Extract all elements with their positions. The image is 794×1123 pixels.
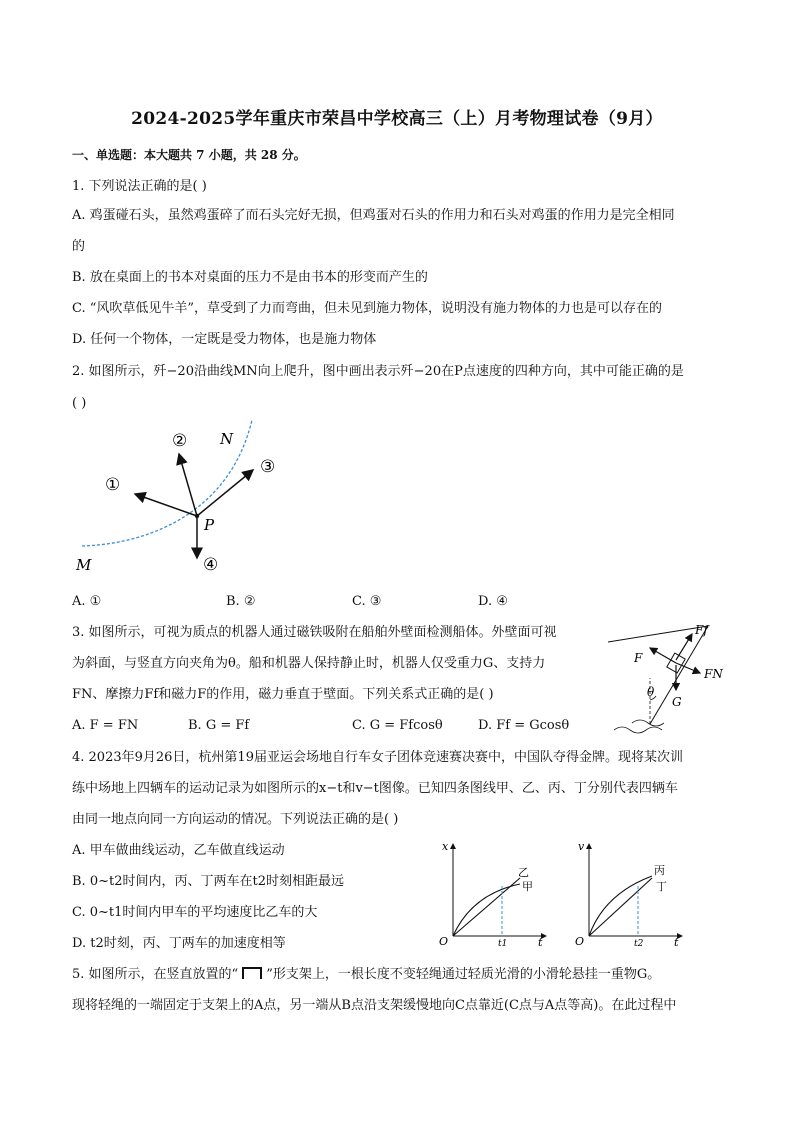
q4-vt-graph [572,836,692,948]
label-g: G [672,695,682,709]
svg-text:t: t [674,936,679,948]
q3-option-a: A. F = FN [72,718,139,733]
q3-option-c: C. G = Ffcosθ [352,718,443,733]
frame-symbol-icon [242,967,262,979]
arrow-2 [179,454,197,516]
arrow-1 [135,494,197,516]
q1-option-d: D. 任何一个物体，一定既是受力物体，也是施力物体 [72,332,377,347]
q5-line-1b: ”形支架上，一根长度不变轻绳通过轻质光滑的小滑轮悬挂一重物G。 [266,967,661,982]
q2-option-d: D. ④ [478,594,508,609]
q3-option-d: D. Ff = Gcosθ [478,718,570,733]
label-yi: 乙 [518,866,529,879]
svg-text:t1: t1 [498,939,508,948]
q3-line-2: 为斜面，与竖直方向夹角为θ。船和机器人保持静止时，机器人仅受重力G、支持力 [72,656,546,671]
arrow-3 [197,470,253,516]
q2-figure [70,420,310,580]
q1-option-a: A. 鸡蛋碰石头，虽然鸡蛋碎了而石头完好无损，但鸡蛋对石头的作用力和石头对鸡蛋的作用力是完全相同 [72,208,675,223]
curve-jia [453,884,520,936]
q4-option-c: C. 0~t1时间内甲车的平均速度比乙车的大 [72,905,318,920]
q4-option-a: A. 甲车做曲线运动，乙车做直线运动 [72,843,285,858]
label-3: ③ [260,457,276,477]
svg-text:t2: t2 [634,939,644,948]
q3-figure [604,620,734,738]
label-n: N [220,430,234,448]
q5-line-2: 现将轻绳的一端固定于支架上的A点，另一端从B点沿支架缓慢地向C点靠近(C点与A点等高)。在此过程中 [72,998,677,1013]
q4-option-d: D. t2时刻，丙、丁两车的加速度相等 [72,936,286,951]
svg-text:v: v [578,840,585,853]
label-jia: 甲 [522,880,533,893]
label-2: ② [172,431,188,451]
q4-line-3: 由同一地点向同一方向运动的情况。下列说法正确的是( ) [72,812,399,827]
label-p: P [204,516,215,534]
svg-text:x: x [442,840,449,853]
q2-option-c: C. ③ [352,594,382,609]
label-ding: 丁 [656,880,667,893]
svg-text:O: O [439,935,449,948]
q1-stem: 1. 下列说法正确的是( ) [72,179,207,194]
q3-line-1: 3. 如图所示，可视为质点的机器人通过磁铁吸附在船舶外壁面检测船体。外壁面可视 [72,625,557,640]
svg-text:O: O [575,935,585,948]
label-1: ① [105,475,121,495]
q3-option-b: B. G = Ff [188,718,250,733]
svg-text:t: t [538,936,543,948]
q1-option-c: C. “风吹草低见牛羊”，草受到了力而弯曲，但未见到施力物体，说明没有施力物体的力也是可以存在的 [72,301,663,316]
q2-option-b: B. ② [226,594,256,609]
q5-line-1a: 5. 如图所示，在竖直放置的“ [72,967,239,982]
q4-option-b: B. 0~t2时间内，丙、丁两车在t2时刻相距最远 [72,874,344,889]
q3-line-3: FN、摩擦力Ff和磁力F的作用，磁力垂直于壁面。下列关系式正确的是( ) [72,687,494,702]
q4-line-1: 4. 2023年9月26日，杭州第19届亚运会场地自行车女子团体竞速赛决赛中，中国队夺得金牌。现将某次训 [72,750,683,765]
page-title: 2024-2025学年重庆市荣昌中学校高三（上）月考物理试卷（9月） [131,109,663,129]
label-4: ④ [203,555,219,575]
q4-line-2: 练中场地上四辆车的运动记录为如图所示的x−t和v−t图像。已知四条图线甲、乙、丙、丁分别代表四辆车 [72,781,678,796]
label-f: F [634,651,643,665]
label-bing: 丙 [654,864,665,877]
label-theta: θ [647,685,655,699]
label-m: M [76,556,92,574]
q1-option-b: B. 放在桌面上的书本对桌面的压力不是由书本的形变而产生的 [72,270,428,285]
label-fn: FN [704,667,723,681]
q1-option-a-cont: 的 [72,239,86,254]
q5-line-1 [72,967,660,983]
q2-stem-cont: ( ) [72,396,87,411]
line-ding [589,878,652,936]
label-ff: Ff [695,623,708,637]
q4-xt-graph [436,836,556,948]
q2-stem: 2. 如图所示，歼−20沿曲线MN向上爬升，图中画出表示歼−20在P点速度的四种方向，其中可能正确的是 [72,364,684,379]
q2-option-a: A. ① [72,594,102,609]
section-heading: 一、单选题：本大题共 7 小题，共 28 分。 [72,148,306,162]
